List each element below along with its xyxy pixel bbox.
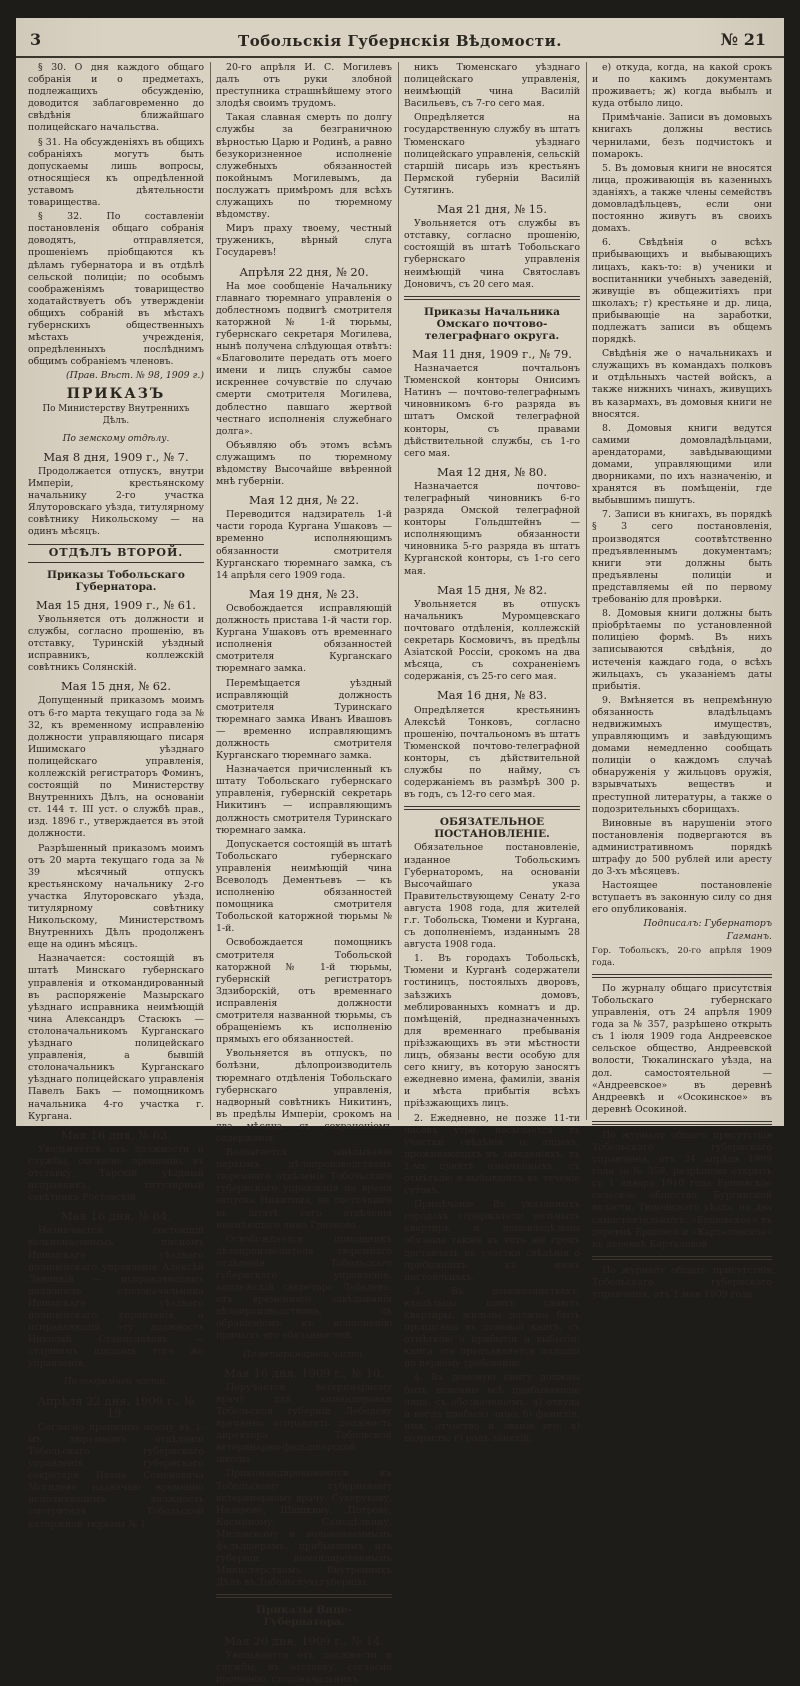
paragraph: 4. Въ домовую книгу должны быть вписаны всѣ прибывающіе лица, съ обозначеніемъ: а) откуда и когда прибыло лицо; б) фамилія, имя, отчество и званіе его; в) возрастъ; г) родъ занятій;	[404, 1372, 580, 1444]
order-date: Мая 12 дня, № 22.	[249, 493, 359, 508]
order-date: Мая 16 дня, № 63.	[61, 1127, 171, 1142]
paragraph: § 30. О дня каждого общаго собранія и о предметахъ, подлежащихъ обсужденію, доводится заблаговременно до свѣдѣнія ближайшаго полицейскаго начальства.	[28, 62, 204, 134]
paragraph: Такая славная смерть по долгу службы за безграничною вѣрностью Царю и Родинѣ, а равно безукоризненное исполненіе служебныхъ обязанностей покойнымъ Могилевымъ, да послужатъ примѣромъ для всѣхъ служащихъ по тюремному вѣдомству.	[216, 112, 392, 221]
paragraph: По журналу общаго присутствія Тобольскаго губернскаго управленія, отъ 24 апрѣля 1909 года за № 357, разрѣшено открыть съ 1 іюля 1909 года Андреевское сельское общество, Андреевской волости, Тюкалинскаго уѣзда, на дол. самостоятельной — «Андреевское» въ деревнѣ Андреевкѣ и «Осокинское» въ деревнѣ Осокиной.	[592, 982, 772, 1115]
order-date: Мая 16 дня, № 64.	[61, 1209, 171, 1224]
citation: (Прав. Вѣст. № 98, 1909 г.)	[65, 370, 204, 382]
issue-number: № 21	[720, 30, 766, 49]
order-date: Мая 20 дня, 1909 г., № 14.	[224, 1633, 384, 1648]
paragraph: Назначается: состоящій въ штатѣ Минскаго губернскаго управленія и откомандированный въ распоряженіе Мазырскаго уѣзднаго исправника неимѣющій чина Александръ Стасюкъ — столоначальникомъ Курганскаго уѣзднаго полицейскаго управленія, а бывшій столоначальникъ Курганскаго уѣзднаго полицейскаго управленія Павелъ Бакъ — помощникомъ начальника 4-го участка г. Кургана.	[28, 953, 204, 1122]
order-date: Мая 15 дня, № 82.	[437, 582, 547, 597]
paragraph: Примѣчаніе. Записи въ домовыхъ книгахъ должны вестись чернилами, безъ подчистокъ и помарокъ.	[592, 112, 772, 160]
column-rule	[586, 62, 587, 1120]
paragraph: Поручается ветеринарному врачу для командировки Тобольской губерніи Лебедеву временно исправлять должность директора Тобольской ветеринарно-фельдшерской школы.	[216, 1381, 392, 1466]
paragraph: Разрѣшенный приказомъ моимъ отъ 20 марта текущаго года за № 39 мѣсячный отпускъ крестьянскому начальнику 2-го участка Ялуторовскаго уѣзда, титулярному совѣтнику Никольскому, Министерствомъ Внутреннихъ Дѣлъ продолженъ еще на одинъ мѣсяцъ.	[28, 842, 204, 951]
column-1	[28, 62, 204, 1530]
paragraph: Назначается: состоящій вольнонаемнымъ писцомъ Ишимскаго уѣзднаго полицейскаго управленія Алексѣй Левицкій — исправляющимъ должность столоначальника Ишимскаго уѣзднаго полицейскаго управленія, а исправляющій эту должность Николай Станиславовъ — старшимъ писцомъ того же управленія.	[28, 1225, 204, 1370]
paragraph: Виновные въ нарушеніи этого постановленія подвергаются въ административномъ порядкѣ штрафу до 500 рублей или аресту до 3-хъ мѣсяцевъ.	[592, 817, 772, 878]
newspaper-title: Тобольскія Губернскія Вѣдомости.	[238, 32, 562, 50]
paragraph: По журналу общаго присутствія Тобольскаго губернскаго управленія, отъ 24 апрѣля 1909 года за № 358, разрѣшено открыть съ 1 января 1910 года Ершовское сельское общество, Бургинской волости, Тюменскаго уѣзда, на два самостоятельныхъ: «Ершовское» въ деревнѣ Ершовой и «Карталовское» въ деревнѣ Карталовой.	[592, 1129, 772, 1250]
paragraph: На мое сообщеніе Начальнику главнаго тюремнаго управленія о доблестномъ подвигѣ смотрителя каторжной № 1-й тюрьмы, губернскаго секретаря Могилева, нынѣ получена слѣдующая отвѣтъ: «Благоволите передать отъ моего имени и лицъ службы самое искреннее сочувствіе по случаю смерти смотрителя Могилева, доблестно павшаго жертвой честнаго исполненія служебнаго долга».	[216, 280, 392, 437]
paragraph: Опредѣляется на государственную службу въ штатъ Тюменскаго уѣзднаго полицейскаго управленія, сельскій старшій писарь изъ крестьянъ Пермской губерніи Василій Сутягинъ.	[404, 112, 580, 196]
paragraph: 2. Ежедневно, не позже 11-ти часовъ утра, посылается въ участки свѣдѣнія о лицахъ, проживающихъ въ заведеніяхъ, въ 1-мъ пунктѣ означенныхъ, съ отмѣткою о выбывшихъ въ теченіе сутокъ.	[404, 1112, 580, 1197]
paragraph: Назначается причисленный къ штату Тобольскаго губернскаго управленія, губернскій секретарь Никитинъ — исправляющимъ должность смотрителя Туринскаго тюремнаго замка.	[216, 764, 392, 836]
order-date: Мая 11 дня, 1909 г., № 79.	[412, 346, 572, 361]
heading-ministry: По Министерству Внутреннихъ Дѣлъ.	[42, 403, 190, 426]
paragraph: Продолжается отпускъ, внутри Имперіи, крестьянскому начальнику 2-го участка Ялуторовскаго уѣзда, титулярному совѣтнику Никольскому — на одинъ мѣсяцъ.	[28, 465, 204, 538]
paragraph: никъ Тюменскаго уѣзднаго полицейскаго управленія, неимѣющій чина Василій Васильевъ, съ 7-го сего мая.	[404, 62, 580, 110]
paragraph: Освобождается помощникъ дѣлопроизводителя тюремнаго отдѣленія Тобольскаго губернскаго управленія, коллежскій секретарь Лебедевъ, отъ временнаго завѣдыванія дѣлопроизводствомъ, съ обращеніемъ къ исполненію прямыхъ его обязанностей.	[216, 1233, 392, 1342]
paragraph: 1. Въ городахъ Тобольскѣ, Тюмени и Курганѣ содержатели гостиницъ, постоялыхъ дворовъ, заѣзжихъ домовъ, меблированныхъ комнатъ и др. помѣщеній, предназначенныхъ для временнаго пребыванія пріѣзжающихъ въ эти мѣстности лицъ, обязаны вести особую для сего книгу, въ которую заносятъ ежедневно имена, фамиліи, званія и мѣста прибытія всѣхъ пріѣзжающихъ лицъ.	[404, 953, 580, 1110]
page-number: 3	[30, 30, 42, 49]
paragraph: Согласно прошенію моему въ 1-мъ тюремномъ отдѣленіи Тобольскаго губернскаго управленія, губернскаго секретаря Ивана Семеновича Могилева назначаю временно исполняющимъ должность смотрителя Тобольской каторжной тюрьмы № 1.	[28, 1421, 204, 1530]
paragraph: Прикомандировываются къ Тобольскому губернскому ветеринарному врачу: Сухорукову, Назарову, Шишкину, Потрову, Косминому, Самодѣлкину, Миловскому и вольнонаемнымъ фельдшерамъ, прибывшимъ изъ губерніи, командированнымъ Министерствомъ Внутреннихъ Дѣлъ въ Тобольскую губернію.	[216, 1468, 392, 1589]
paragraph: Увольняется въ отпускъ, по болѣзни, дѣлопроизводитель тюремнаго отдѣленія Тобольскаго губернскаго управленія, надворный совѣтникъ Никитинъ, въ предѣлы Имперіи, срокомъ на два мѣсяца, съ сохраненіемъ содержанія.	[216, 1048, 392, 1144]
paragraph: По журналу общаго присутствія Тобольскаго губернскаго управленія, отъ 1 мая 1909 года	[592, 1264, 772, 1300]
divider	[216, 1594, 392, 1598]
paragraph: Настоящее постановленіе вступаетъ въ законную силу со дня его опубликованія.	[592, 880, 772, 916]
order-date: Мая 16 дня, № 83.	[437, 688, 547, 703]
paragraph: Назначается почтальонъ Тюменской конторы Онисимъ Натинъ — почтово-телеграфнымъ чиновникомъ 6-го разряда въ штатъ Омской телеграфной конторы, съ правами дѣйствительной службы, съ 1-го сего мая.	[404, 363, 580, 459]
heading-mandatory-decree: ОБЯЗАТЕЛЬНОЕ ПОСТАНОВЛЕНІЕ.	[434, 816, 550, 841]
heading-prison-section: По тюремной части.	[63, 1377, 169, 1388]
order-date: Мая 15 дня, № 62.	[61, 679, 171, 694]
order-date: Мая 19 дня, № 23.	[249, 586, 359, 601]
order-date: Апрѣля 22 дня, № 20.	[239, 264, 369, 279]
order-date: Мая 12 дня, № 80.	[437, 464, 547, 479]
order-date: Апрѣля 22 дня, 1909 г., № 19.	[37, 1393, 195, 1420]
order-date: Мая 15 дня, 1909 г., № 61.	[36, 597, 196, 612]
paragraph: Возлагается завѣдываніе первымъ дѣлопроизводствомъ тюремнаго отдѣленія Тобольскаго губернскаго управленія на время отпуска Никитина, на состоящаго въ штатѣ сего отдѣленія неимѣющаго чина Грязнова.	[216, 1147, 392, 1231]
paragraph: Освобождается помощникъ смотрителя Тобольской каторжной № 1-й тюрьмы, губернскій регистраторъ Здзиборскій, отъ временнаго исправленія должности смотрителя названной тюрьмы, съ обращеніемъ къ исполненію прямыхъ его обязанностей.	[216, 937, 392, 1046]
column-2	[216, 62, 392, 1685]
paragraph: Допущенный приказомъ моимъ отъ 6-го марта текущаго года за № 32, къ временному исправленію должности управляющаго писаря Ишимскаго уѣзднаго полицейскаго управленія, коллежскій регистраторъ Фоминъ, состоящій по Министерству Внутреннихъ Дѣлъ, на основаніи ст. 144 т. III уст. о службѣ прав., изд. 1896 г., утверждается въ этой должности.	[28, 695, 204, 840]
paragraph: 3. Въ домохозяйствахъ, владѣльцы коихъ сдаютъ квартиры, жильцы должны быть прописаны въ домовой книгѣ, съ отмѣткою о прибытіи и выбытіи; книга эта предъявляется полиціи по первому требованію.	[404, 1285, 580, 1370]
newspaper-page	[16, 18, 784, 1685]
paragraph: Примѣчаніе. Въ указанныхъ городахъ содержатели вольныхъ квартиръ и домовладѣльцы обязаны также въ тотъ же срокъ доставлять въ участки свѣдѣнія о прибывшихъ къ нимъ постояльцахъ.	[404, 1199, 580, 1283]
divider	[592, 1121, 772, 1125]
divider	[404, 296, 580, 300]
paragraph: Обязательное постановленіе, изданное Тобольскимъ Губернаторомъ, на основаніи Высочайшаго указа Правительствующему Сенату 2-го августа 1908 года, для жителей г.г. Тобольска, Тюмени и Кургана, съ дополненіемъ, изданнымъ 28 августа 1908 года.	[404, 842, 580, 951]
column-3	[404, 62, 580, 1444]
paragraph: Переводится надзиратель 1-й части города Кургана Ушаковъ — временно исполняющимъ обязанности смотрителя Курганскаго тюремнаго замка, съ 14 апрѣля сего 1909 года.	[216, 509, 392, 581]
paragraph: Увольняется отъ должности и службы, въ отставку, согласно прошенію, столоначальникъ	[216, 1649, 392, 1685]
paragraph: 6. Свѣдѣнія о всѣхъ прибывающихъ и выбывающихъ лицахъ, какъ-то: в) ученики и воспитанники учебныхъ заведеній, живущіе въ общежитіяхъ при школахъ; г) крестьяне и др. лица, прибывающіе на заработки, подлежатъ записи въ общемъ порядкѣ.	[592, 237, 772, 346]
paragraph: 8. Домовыя книги ведутся самими домовладѣльцами, арендаторами, завѣдывающими домами, управляющими или дворниками, по ихъ назначенію, и хранятся въ помѣщеніи, где выбывшимъ пишутъ.	[592, 422, 772, 507]
divider	[592, 1256, 772, 1260]
column-rule	[210, 62, 211, 1120]
paragraph: Увольняется отъ должности и службы, согласно прошенію, въ отставку, Туринскій уѣздный исправникъ, коллежскій совѣтникъ Солянскій.	[28, 613, 204, 674]
paragraph: Увольняется въ отпускъ начальникъ Муромцевскаго почтоваго отдѣленія, коллежскій секретарь Космовичъ, въ предѣлы Азіатской Россіи, срокомъ на два мѣсяца, съ сохраненіемъ содержанія, съ 25-го сего мая.	[404, 598, 580, 683]
heading-vice-governor-orders: Приказы Вице-Губернатора.	[256, 1604, 352, 1629]
divider	[404, 806, 580, 810]
masthead	[16, 18, 784, 58]
heading-veterinary-section: По ветеринарной части.	[242, 1349, 366, 1360]
governor-signature: Подписалъ: Губернаторъ Гагманъ.	[643, 918, 772, 942]
paragraph: 5. Въ домовыя книги не вносятся лица, проживающія въ казенныхъ зданіяхъ, а также члены семействъ домовладѣльцевъ, если они постоянно живутъ въ своихъ домахъ.	[592, 162, 772, 235]
paragraph: Опредѣляется крестьянинъ Алексѣй Тонковъ, согласно прошенію, почтальономъ въ штатъ Тюменской почтово-телеграфной конторы, съ дѣйствительной службы по найму, съ содержаніемъ въ размѣрѣ 300 р. въ годъ, съ 12-го сего мая.	[404, 704, 580, 801]
section-title: ОТДѢЛЪ ВТОРОЙ.	[28, 544, 204, 562]
paragraph: Допускается состоящій въ штатѣ Тобольскаго губернскаго управленія неимѣющій чина Всеволодъ Дементьевъ — къ исполненію обязанностей помощника смотрителя Тобольской каторжной тюрьмы № 1-й.	[216, 838, 392, 935]
order-date: Мая 16 дня, 1909 г., № 10.	[224, 1365, 384, 1380]
paragraph: § 32. По составленіи постановленія общаго собранія доводятъ, отправляется, прошеніемъ пріобщаются къ дѣламъ губернатора и въ отдѣлѣ сельской полиціи; по особымъ соображеніямъ товарищество ходатайствуетъ объ утвержденіи общихъ собраній въ мѣстахъ губернскихъ общественныхъ мѣстахъ учрежденія, опредѣленныхъ послѣднимъ общимъ собраніемъ членовъ.	[28, 211, 204, 368]
paragraph: Освобождается исправляющій должность пристава 1-й части гор. Кургана Ушаковъ отъ временнаго исполненія обязанностей смотрителя Курганскаго тюремнаго замка.	[216, 602, 392, 675]
paragraph: Перемѣщается уѣздный исправляющій должность смотрителя Туринскаго тюремнаго замка Иванъ Ивашовъ — временно исправляющимъ должность смотрителя Курганскаго тюремнаго замка.	[216, 677, 392, 762]
heading-department: По земскому отдѣлу.	[62, 433, 170, 444]
column-4	[592, 62, 772, 1300]
paragraph: Назначается почтово-телеграфный чиновникъ 6-го разряда Омской телеграфной конторы Гольдштейнъ — исполняющимъ обязанности чиновника 5-го разряда въ штатъ Курганской конторы, съ 1-го сего мая.	[404, 480, 580, 577]
paragraph: § 31. На обсужденіяхъ въ общихъ собраніяхъ могутъ быть допускаемы лишь вопросы, относящіеся къ опредѣленной уставомъ дѣятельности товарищества.	[28, 136, 204, 209]
paragraph: Объявляю объ этомъ всѣмъ служащимъ по тюремному вѣдомству Высочайше ввѣренной мнѣ губерніи.	[216, 439, 392, 488]
paragraph: Свѣдѣнія же о начальникахъ и служащихъ въ командахъ полковъ и отдѣльныхъ частей войскъ, а также нижнихъ чинахъ, живущихъ въ казармахъ, въ домовыя книги не вносятся.	[592, 348, 772, 420]
column-rule	[398, 62, 399, 1120]
order-date: Мая 21 дня, № 15.	[437, 202, 547, 217]
paragraph: Увольняется отъ должности и службы, согласно прошенію, въ отставку, Тарскій уѣздный исправникъ, титулярный совѣтникъ Ростовскій.	[28, 1143, 204, 1204]
heading-prikaz: ПРИКАЗЪ	[66, 386, 166, 403]
divider	[592, 974, 772, 978]
order-date: Мая 8 дня, 1909 г., № 7.	[43, 449, 189, 464]
paragraph: Увольняется отъ службы въ отставку, согласно прошенію, состоящій въ штатѣ Тобольскаго губернскаго управленія неимѣющій чина Святославъ Доновичъ, съ 20 сего мая.	[404, 218, 580, 290]
heading-governor-orders: Приказы Тобольскаго Губернатора.	[47, 568, 185, 593]
paragraph: е) откуда, когда, на какой срокъ и по какимъ документамъ проживаетъ; ж) когда выбылъ и куда отбыло лицо.	[592, 62, 772, 110]
paragraph: 9. Вмѣняется въ непремѣнную обязанность владѣльцамъ недвижимыхъ имуществъ, управляющимъ и завѣдующимъ домами немедленно сообщать полиціи о каждомъ случаѣ обнаруженія у жильцовъ оружія, взрывчатыхъ веществъ и преступной литературы, а также о подозрительныхъ сборищахъ.	[592, 694, 772, 815]
paragraph: 20-го апрѣля И. С. Могилевъ далъ отъ руки злобной преступника страшнѣйшему этого злодѣя своимъ трудомъ.	[216, 62, 392, 110]
heading-postal-orders: Приказы Начальника Омскаго почтово-телеграфнаго округа.	[424, 305, 560, 342]
paragraph: 7. Записи въ книгахъ, въ порядкѣ § 3 сего постановленія, производятся соотвѣтственно предъявленнымъ документамъ; книги эти должны быть предъявлены полиціи и представляемы ей по первому требованію для провѣрки.	[592, 509, 772, 606]
paragraph: Миръ праху твоему, честный труженикъ, вѣрный слуга Государевъ!	[216, 223, 392, 259]
place-date: Гор. Тобольскъ, 20-го апрѣля 1909 года.	[592, 945, 772, 968]
paragraph: 8. Домовыя книги должны быть пріобрѣтаемы по установленной полиціею формѣ. Въ нихъ записываются свѣдѣнія, до истеченія каждаго года, о всѣхъ жильцахъ, съ указаніемъ даты прибытія.	[592, 608, 772, 692]
